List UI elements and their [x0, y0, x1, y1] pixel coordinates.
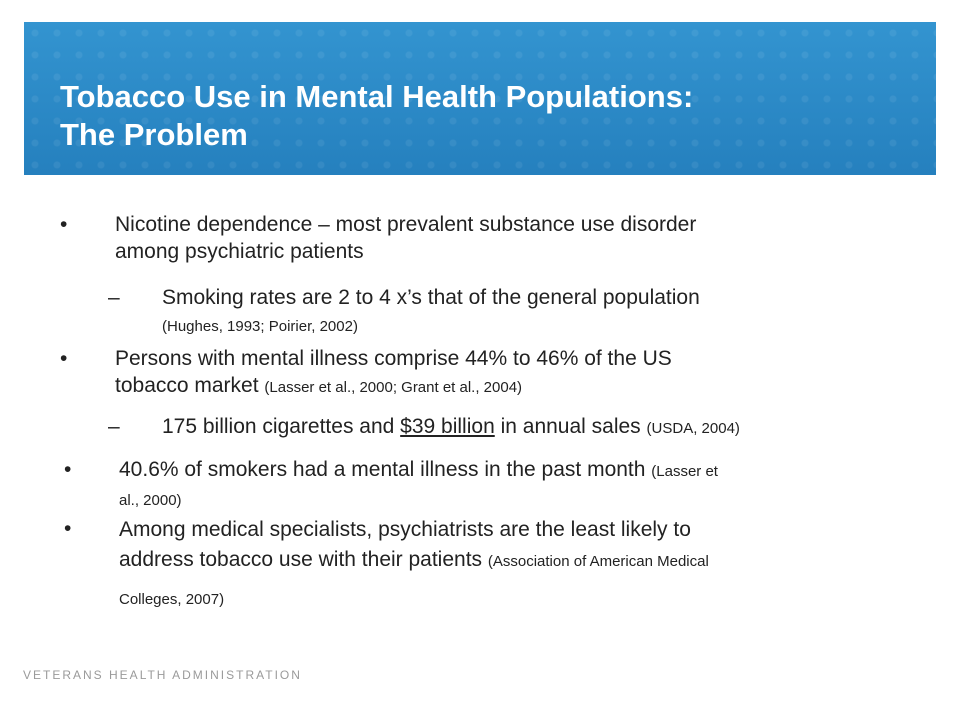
- citation: al., 2000): [119, 492, 182, 509]
- subbullet-line: Smoking rates are 2 to 4 x’s that of the general population: [162, 286, 700, 309]
- citation: Colleges, 2007): [119, 591, 225, 608]
- bullet-text: [115, 211, 915, 265]
- dash-marker: –: [108, 415, 120, 438]
- bullet-line: tobacco market: [115, 374, 265, 397]
- subbullet-cigarettes-sales: [0, 413, 960, 441]
- bullet-marker: •: [64, 458, 72, 481]
- citation: (Hughes, 1993; Poirier, 2002): [162, 318, 358, 335]
- subbullet-text-part: 175 billion cigarettes and: [162, 415, 401, 438]
- bullet-smokers-mental-illness: [0, 456, 960, 512]
- bullet-line: among psychiatric patients: [115, 240, 364, 263]
- underlined-amount: $39 billion: [400, 415, 495, 438]
- subbullet-text: [162, 413, 942, 442]
- bullet-persons-mental-illness: [0, 345, 960, 401]
- bullet-marker: •: [64, 517, 72, 540]
- citation: (USDA, 2004): [646, 420, 740, 437]
- bullet-line: Among medical specialists, psychiatrists are the least likely to: [119, 518, 691, 541]
- bullet-text: [119, 456, 919, 514]
- bullet-line: Persons with mental illness comprise 44% to 46% of the US: [115, 347, 672, 370]
- subbullet-text-part: in annual sales: [494, 415, 647, 438]
- footer-organization: VETERANS HEALTH ADMINISTRATION: [23, 668, 302, 682]
- bullet-line: 40.6% of smokers had a mental illness in the past month: [119, 458, 652, 481]
- citation: (Association of American Medical: [487, 553, 709, 570]
- bullet-nicotine: [0, 211, 960, 267]
- bullet-text: [115, 345, 915, 401]
- subbullet-text: [162, 284, 922, 340]
- dash-marker: –: [108, 286, 120, 309]
- citation: (Lasser et: [651, 463, 718, 480]
- title-line-1: Tobacco Use in Mental Health Populations:: [60, 79, 694, 114]
- subbullet-smoking-rates: [0, 284, 960, 340]
- bullet-medical-specialists: [0, 515, 960, 615]
- bullet-marker: •: [60, 213, 68, 236]
- bullet-marker: •: [60, 347, 68, 370]
- bullet-text: [119, 515, 919, 615]
- bullet-line: address tobacco use with their patients: [119, 548, 488, 571]
- bullet-line: Nicotine dependence – most prevalent substance use disorder: [115, 213, 697, 236]
- citation: (Lasser et al., 2000; Grant et al., 2004): [264, 379, 523, 396]
- title-line-2: The Problem: [60, 117, 248, 152]
